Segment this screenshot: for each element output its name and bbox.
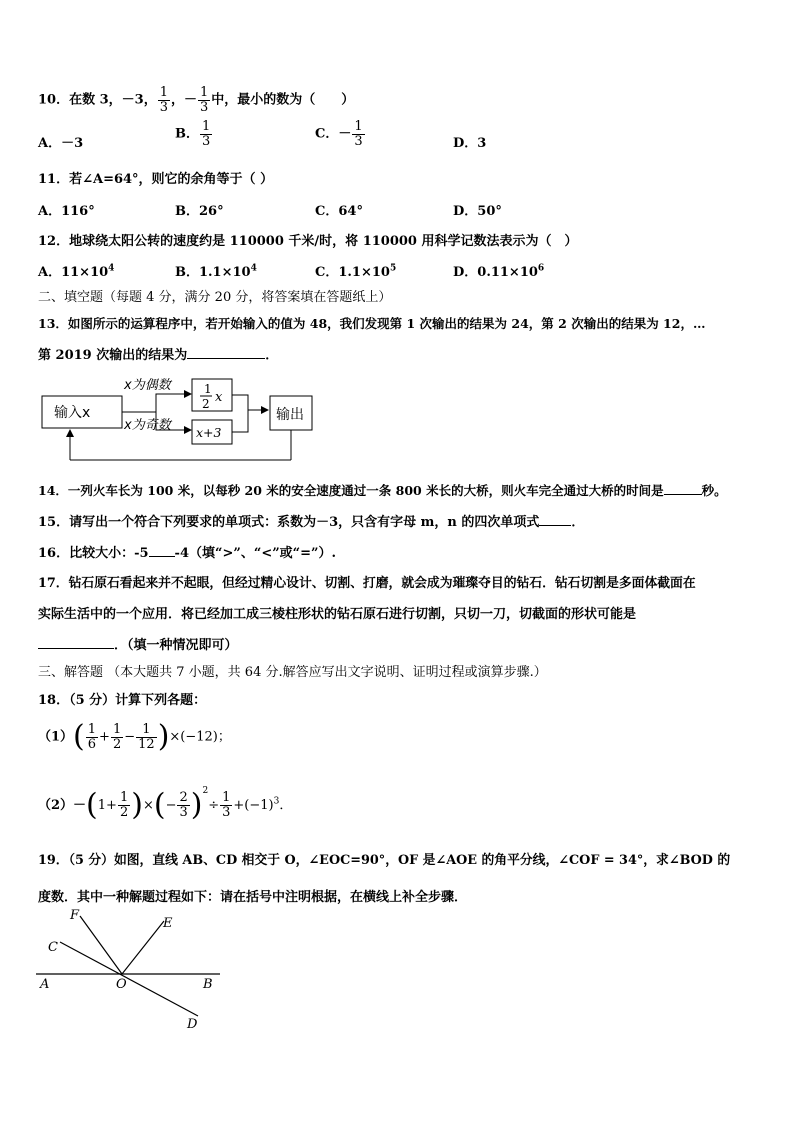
frac-num: 1 (87, 721, 97, 737)
q10-option-c (315, 120, 366, 148)
q13-text: 第 2019 次输出的结果为 (38, 348, 188, 363)
question-17-line-2: 实际生活中的一个应用．将已经加工成三棱柱形状的钻石原石进行切割，只切一刀，切截面的形状可能是 (38, 607, 637, 622)
merge-line-bottom (232, 410, 248, 432)
fraction (118, 791, 130, 819)
ray-oe (122, 921, 164, 974)
question-17-line-3 (38, 634, 238, 653)
option-label: B． (175, 126, 199, 142)
fraction (220, 791, 232, 819)
p2-end: ． (279, 798, 293, 813)
half-variable: x (215, 390, 223, 405)
plus3-label: x+3 (196, 425, 222, 440)
exponent: 5 (389, 263, 397, 274)
frac-den: 3 (179, 805, 188, 820)
frac-den: 6 (87, 736, 97, 752)
right-paren: ) (131, 787, 143, 823)
q16-text-a: 16．比较大小：-5 (38, 546, 149, 561)
frac-num: 1 (222, 790, 231, 806)
fraction (158, 86, 170, 114)
frac-den: 3 (202, 133, 211, 149)
option-text: A．11×10 (38, 265, 109, 280)
question-14 (38, 481, 727, 499)
q17-end: ．（填一种情况即可） (114, 638, 238, 653)
label-b: B (203, 977, 213, 992)
q12-option-b (175, 261, 257, 280)
q15-text: 15．请写出一个符合下列要求的单项式：系数为－3，只含有字母 m，n 的四次单项式 (38, 515, 540, 530)
q11-option-b: B．26° (175, 204, 224, 219)
q11-option-a: A．116° (38, 204, 95, 219)
option-text: C．1.1×10 (315, 265, 390, 280)
section-2-heading: 二、填空题（每题 4 分，满分 20 分，将答案填在答题纸上） (38, 290, 392, 305)
angle-diagram (30, 905, 230, 1035)
right-paren: ) (157, 719, 170, 754)
q13-end: ． (265, 348, 279, 363)
q10-sep: ，－ (171, 92, 198, 108)
exponent: 4 (250, 263, 257, 274)
q10-stem-b: 中，最小的数为（ ） (211, 92, 355, 108)
q10-stem-a: 10．在数 3，－3， (38, 92, 157, 108)
question-17-line-1: 17．钻石原石看起来并不起眼，但经过精心设计、切割、打磨，就会成为璀璨夺目的钻石．钻石切割是多面体截面在 (38, 576, 696, 591)
fraction (198, 86, 210, 114)
q12-option-d (453, 261, 544, 280)
q15-end: ． (571, 515, 585, 530)
even-condition-label: x为偶数 (124, 378, 171, 393)
option-text: B．1.1×10 (175, 265, 251, 280)
label-d: D (187, 1017, 198, 1032)
option-text: D．0.11×10 (453, 265, 538, 280)
q12-option-a (38, 261, 114, 280)
fraction (136, 723, 157, 751)
half-numerator: 1 (204, 382, 212, 396)
exponent: 2 (202, 786, 209, 796)
q16-text-b: -4（填“>”、“<”或“=”）. (174, 546, 337, 561)
even-arrow (122, 394, 191, 412)
frac-den: 2 (112, 736, 122, 752)
flowchart-diagram (36, 374, 326, 466)
frac-num: 1 (112, 721, 122, 737)
question-10 (38, 86, 354, 114)
q18-part-1: （1）( $\frac{1}{6}$ + $\frac{1}{2}$ − $\frac{1}{12}$ )×(−12)； (38, 719, 231, 754)
answer-blank[interactable] (187, 346, 265, 359)
q18-part-2 (38, 786, 292, 821)
frac-den: 2 (119, 805, 129, 820)
frac-num: 1 (136, 723, 157, 738)
q10-option-b (175, 120, 213, 148)
frac-num: 1 (159, 85, 168, 100)
merge-arrow-top (232, 395, 268, 410)
q12-option-c (315, 261, 396, 280)
q10-option-a: A．－3 (38, 136, 84, 151)
label-e: E (163, 916, 173, 931)
question-13-line-1: 13．如图所示的运算程序中，若开始输入的值为 48，我们发现第 1 次输出的结果为 24，第 2 次输出的结果为 12，… (38, 316, 706, 331)
question-19-line-1: 19．（5 分）如图，直线 AB、CD 相交于 O，∠EOC=90°，OF 是∠AOE 的角平分线，∠COF = 34°，求∠BOD 的 (38, 853, 731, 868)
answer-blank[interactable] (38, 636, 114, 649)
line-cd (60, 942, 198, 1016)
frac-den: 3 (200, 99, 209, 115)
exponent: 6 (537, 263, 545, 274)
question-18: 18．（5 分）计算下列各题： (38, 693, 207, 708)
fraction (86, 723, 98, 751)
frac-num: 1 (202, 119, 211, 134)
input-label: 输入x (54, 405, 91, 421)
q14-end: 秒。 (701, 483, 727, 498)
half-box (192, 379, 232, 411)
frac-num: 2 (179, 790, 188, 806)
question-11: 11．若∠A=64°，则它的余角等于（ ） (38, 172, 274, 187)
label-f: F (70, 908, 80, 923)
part-label: （1） (38, 729, 74, 745)
p2-one: 1+ (97, 798, 117, 813)
q11-option-c: C．64° (315, 204, 363, 219)
left-paren: ( (153, 787, 166, 823)
frac-num: 1 (354, 119, 363, 134)
frac-den: 12 (138, 736, 155, 752)
answer-blank[interactable] (539, 513, 571, 526)
p2-div: ÷ (208, 798, 220, 813)
question-16 (38, 542, 336, 561)
ray-of (80, 916, 122, 974)
part-label: （2）－ (38, 798, 87, 813)
fraction (177, 791, 189, 819)
answer-blank[interactable] (664, 482, 702, 495)
half-denominator: 2 (202, 397, 210, 411)
label-o: O (116, 977, 127, 992)
question-13-line-2 (38, 344, 278, 363)
frac-den: 3 (354, 133, 363, 149)
output-label: 输出 (276, 407, 304, 423)
label-c: C (48, 940, 58, 955)
frac-den: 3 (159, 99, 168, 115)
fraction (352, 120, 364, 148)
q11-option-d: D．50° (453, 204, 502, 219)
p2-tail: +(−1) (233, 798, 274, 813)
p1-tail: ×(−12)； (169, 729, 231, 745)
question-15 (38, 511, 584, 530)
section-3-heading: 三、解答题 （本大题共 7 小题，共 64 分.解答应写出文字说明、证明过程或演算步骤.） (38, 665, 547, 680)
odd-condition-label: x为奇数 (124, 418, 171, 433)
p2-times: × (142, 798, 154, 813)
frac-den: 3 (222, 805, 231, 820)
frac-num: 1 (200, 85, 209, 100)
fraction (111, 723, 123, 751)
label-a: A (40, 977, 50, 992)
left-paren: ( (73, 719, 85, 754)
exponent: 4 (108, 263, 115, 274)
exponent: 3 (273, 796, 280, 807)
p2-neg: − (165, 798, 177, 813)
frac-num: 1 (119, 790, 129, 806)
question-19-line-2: 度数．其中一种解题过程如下：请在括号中注明根据，在横线上补全步骤． (38, 890, 468, 905)
right-paren: ) (190, 787, 203, 823)
left-paren: ( (86, 787, 98, 823)
question-12: 12．地球绕太阳公转的速度约是 110000 千米/时，将 110000 用科学记数法表示为（ ） (38, 234, 578, 249)
fraction (200, 120, 212, 148)
q14-text: 14．一列火车长为 100 米，以每秒 20 米的安全速度通过一条 800 米长的大桥，则火车完全通过大桥的时间是 (38, 483, 664, 498)
q10-option-d: D．3 (453, 136, 487, 151)
option-label: C．－ (315, 126, 352, 142)
answer-blank[interactable] (149, 544, 175, 557)
